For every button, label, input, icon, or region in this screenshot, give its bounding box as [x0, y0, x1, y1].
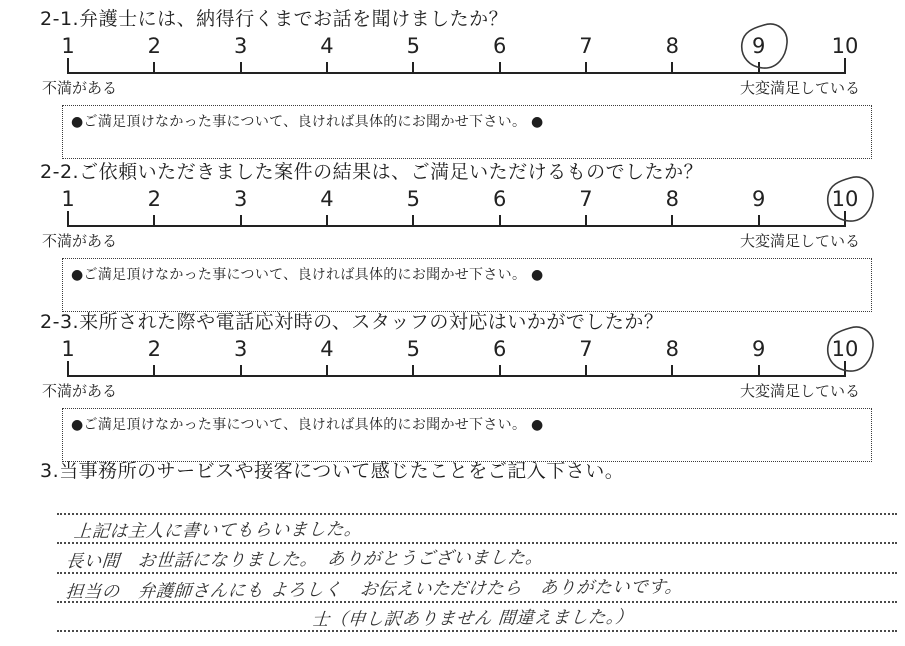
scale-number-2: 2: [147, 187, 162, 211]
scale-axis-line: [67, 375, 846, 377]
ruled-dotted-line: [57, 630, 897, 632]
comment-box: [62, 105, 872, 159]
question-block-2-3: [40, 309, 875, 462]
scale-tick: [671, 215, 673, 225]
question-title: 2-1.弁護士には、納得行くまでお話を聞けましたか？: [40, 8, 509, 30]
scale-number-3: 3: [233, 34, 248, 58]
handwritten-text-line: 士（申し訳ありません 間違えました。）: [310, 607, 635, 631]
comment-box: [62, 408, 872, 462]
comment-box: [62, 258, 872, 312]
scale-tick: [758, 365, 760, 375]
question-block-2-2: [40, 159, 875, 312]
question-block-2-1: [40, 6, 875, 159]
scale-number-8: 8: [665, 337, 680, 361]
scale-tick: [585, 62, 587, 72]
scale-number-3: 3: [233, 187, 248, 211]
scale-tick: [67, 58, 69, 72]
scale-number-8: 8: [665, 187, 680, 211]
section-3-title: 3.当事務所のサービスや接客について感じたことをご記入下さい。: [40, 460, 625, 482]
scale-tick: [499, 215, 501, 225]
question-title: 2-2.ご依頼いただきました案件の結果は、ご満足いただけるものでしたか？: [40, 161, 704, 183]
scale-tick: [153, 215, 155, 225]
scale-number-4: 4: [320, 34, 334, 58]
comment-prompt: ●ご満足頂けなかった事について、良ければ具体的にお聞かせ下さい。 ●: [71, 267, 544, 283]
scale-left-label: 不満がある: [42, 382, 118, 400]
scale-tick: [240, 365, 242, 375]
scale-tick: [67, 361, 69, 375]
scale-number-7: 7: [579, 187, 593, 211]
scale-tick: [412, 215, 414, 225]
scale-number-1: 1: [61, 34, 75, 58]
question-title: 2-3.来所された際や電話応対時の、スタッフの対応はいかがでしたか？: [40, 311, 664, 333]
scale-number-6: 6: [492, 337, 507, 361]
ruled-dotted-line: [57, 513, 897, 515]
scale-number-4: 4: [320, 187, 334, 211]
scale-number-5: 5: [406, 337, 421, 361]
scale-tick: [326, 62, 328, 72]
scale-left-label: 不満がある: [42, 232, 118, 250]
scale-right-label: 大変満足している: [739, 79, 860, 97]
scale-tick: [240, 215, 242, 225]
handwritten-selection-circle: [737, 21, 791, 73]
scale-number-3: 3: [233, 337, 248, 361]
scale-number-6: 6: [492, 187, 507, 211]
scale-number-5: 5: [406, 34, 421, 58]
handwritten-text-line: 上記は主人に書いてもらいました。: [72, 519, 363, 543]
handwritten-selection-circle: [823, 324, 877, 376]
scale-left-label: 不満がある: [42, 79, 118, 97]
scale-number-10: 10: [831, 337, 859, 361]
scale-tick: [499, 365, 501, 375]
scale-number-2: 2: [147, 337, 162, 361]
scale-right-label: 大変満足している: [739, 382, 860, 400]
handwritten-text-line: 長い間 お世話になりました。 ありがとうございました。: [64, 548, 545, 573]
scale-number-4: 4: [320, 337, 334, 361]
scale-number-6: 6: [492, 34, 507, 58]
scale-number-9: 9: [751, 337, 766, 361]
scale-tick: [585, 215, 587, 225]
scale-tick: [585, 365, 587, 375]
scale-number-10: 10: [831, 34, 859, 58]
scale-number-1: 1: [61, 337, 75, 361]
scale-tick: [240, 62, 242, 72]
scale-endpoint-labels: [42, 380, 860, 401]
scale-tick: [326, 215, 328, 225]
scale-number-8: 8: [665, 34, 680, 58]
scale-axis-line: [67, 72, 846, 74]
writing-area: [0, 500, 905, 646]
handwritten-selection-circle: [823, 174, 877, 226]
scale-tick: [671, 365, 673, 375]
comment-prompt: ●ご満足頂けなかった事について、良ければ具体的にお聞かせ下さい。 ●: [71, 417, 544, 433]
scale-axis-line: [67, 225, 846, 227]
scale-number-2: 2: [147, 34, 162, 58]
scale-endpoint-labels: [42, 230, 860, 251]
rating-scale: [61, 187, 859, 227]
scale-tick: [412, 62, 414, 72]
scale-number-10: 10: [831, 187, 859, 211]
scale-number-7: 7: [579, 34, 593, 58]
scale-tick: [326, 365, 328, 375]
scale-tick: [844, 58, 846, 72]
scale-tick: [153, 365, 155, 375]
handwritten-text-line: 担当の 弁護師さんにも よろしく お伝えいただけたら ありがたいです。: [64, 576, 684, 603]
scale-tick: [758, 215, 760, 225]
scale-tick: [671, 62, 673, 72]
scale-tick: [153, 62, 155, 72]
scale-tick: [412, 365, 414, 375]
rating-scale: [61, 337, 859, 377]
scale-number-5: 5: [406, 187, 421, 211]
scale-number-7: 7: [579, 337, 593, 361]
scale-tick: [67, 211, 69, 225]
scale-endpoint-labels: [42, 77, 860, 98]
scale-tick: [499, 62, 501, 72]
scale-right-label: 大変満足している: [739, 232, 860, 250]
scale-number-9: 9: [751, 34, 766, 58]
comment-prompt: ●ご満足頂けなかった事について、良ければ具体的にお聞かせ下さい。 ●: [71, 114, 544, 130]
rating-scale: [61, 34, 859, 74]
scale-number-9: 9: [751, 187, 766, 211]
scale-number-1: 1: [61, 187, 75, 211]
